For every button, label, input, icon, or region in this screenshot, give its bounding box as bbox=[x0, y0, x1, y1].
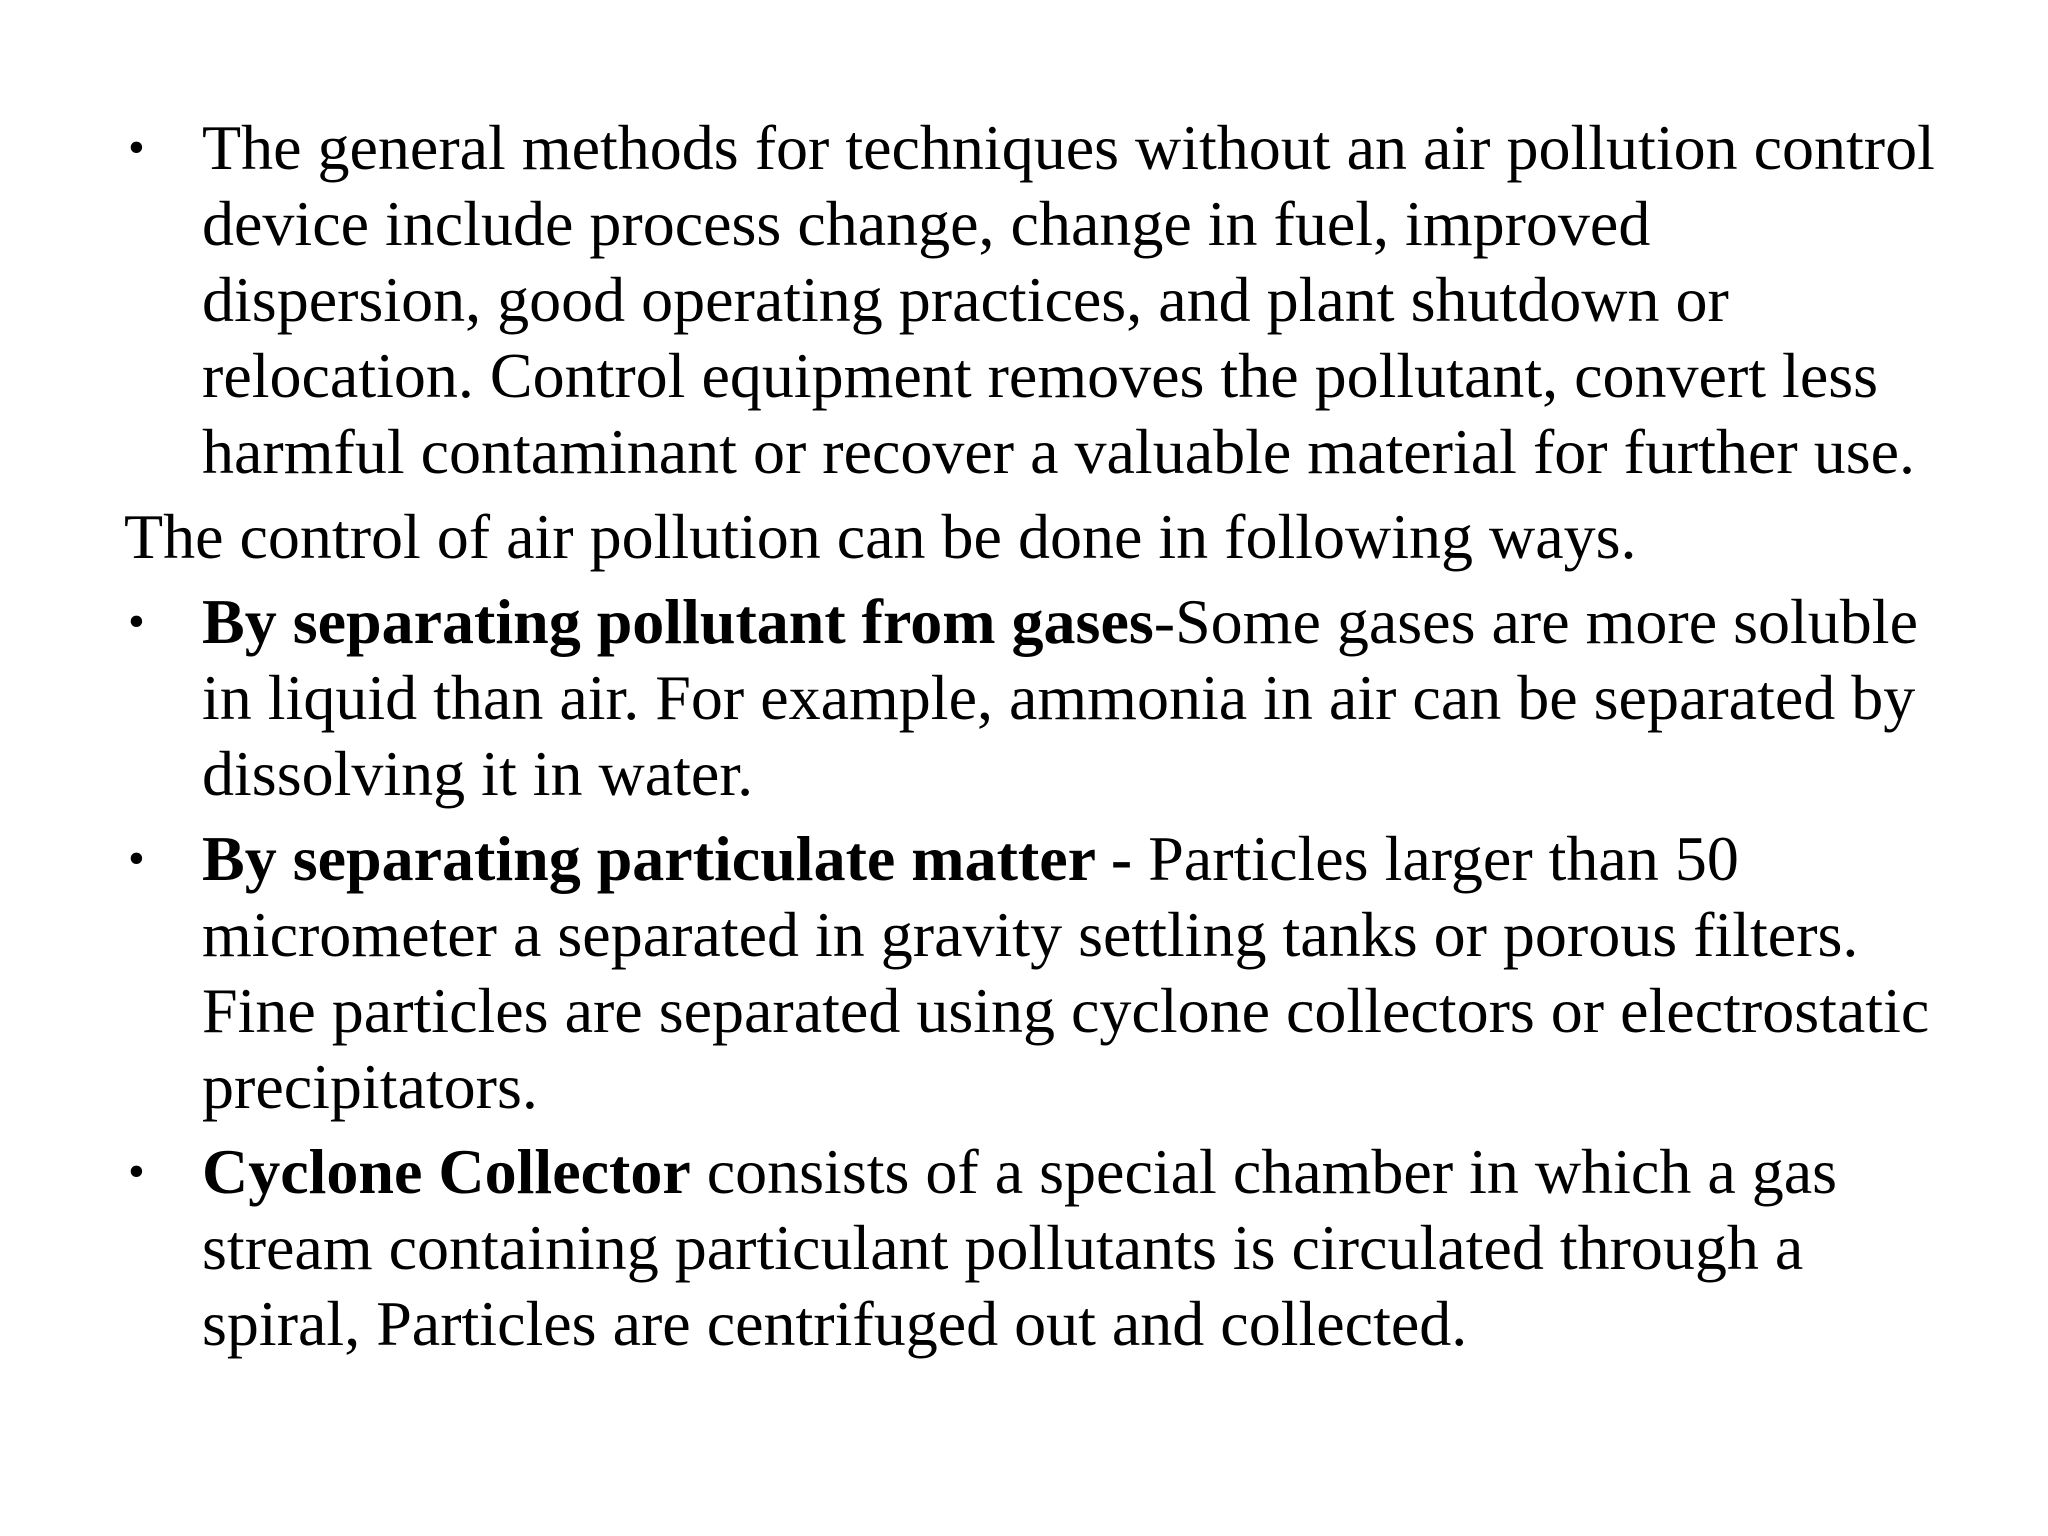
bullet-text: The general methods for techniques without an air pollution control device include process change, change in fuel, improved dispersion, good operating practices, and plant shutdown or relocation. Control equipment removes the pollutant, convert less harmful contaminant or recover a valuable material for further use. bbox=[202, 112, 1935, 487]
bullet-general-methods bbox=[124, 110, 1944, 490]
bullet-heading: By separating pollutant from gases bbox=[202, 586, 1154, 657]
bullet-separating-gases bbox=[124, 584, 1944, 812]
bullet-dot-icon: • bbox=[128, 121, 145, 174]
bullet-separating-particulate bbox=[124, 821, 1944, 1125]
bullet-heading: Cyclone Collector bbox=[202, 1136, 691, 1207]
bullet-dot-icon: • bbox=[128, 1145, 145, 1198]
intro-line: The control of air pollution can be done in following ways. bbox=[124, 501, 1637, 572]
bullet-text: Particles larger than 50 micrometer a separated in gravity settling tanks or porous filters. Fine particles are separated using cyclone collectors or electrostatic precipitators. bbox=[202, 823, 1930, 1122]
bullet-text: consists of a special chamber in which a gas stream containing particulant pollutants is circulated through a spiral, Particles are centrifuged out and collected. bbox=[202, 1136, 1838, 1359]
bullet-dot-icon: • bbox=[128, 832, 145, 885]
bullet-heading: By separating particulate matter - bbox=[202, 823, 1149, 894]
bullet-dot-icon: • bbox=[128, 595, 145, 648]
bullet-text: -Some gases are more soluble in liquid than air. For example, ammonia in air can be separated by dissolving it in water. bbox=[202, 586, 1918, 809]
slide-body bbox=[124, 110, 1944, 1371]
bullet-cyclone-collector bbox=[124, 1134, 1944, 1362]
